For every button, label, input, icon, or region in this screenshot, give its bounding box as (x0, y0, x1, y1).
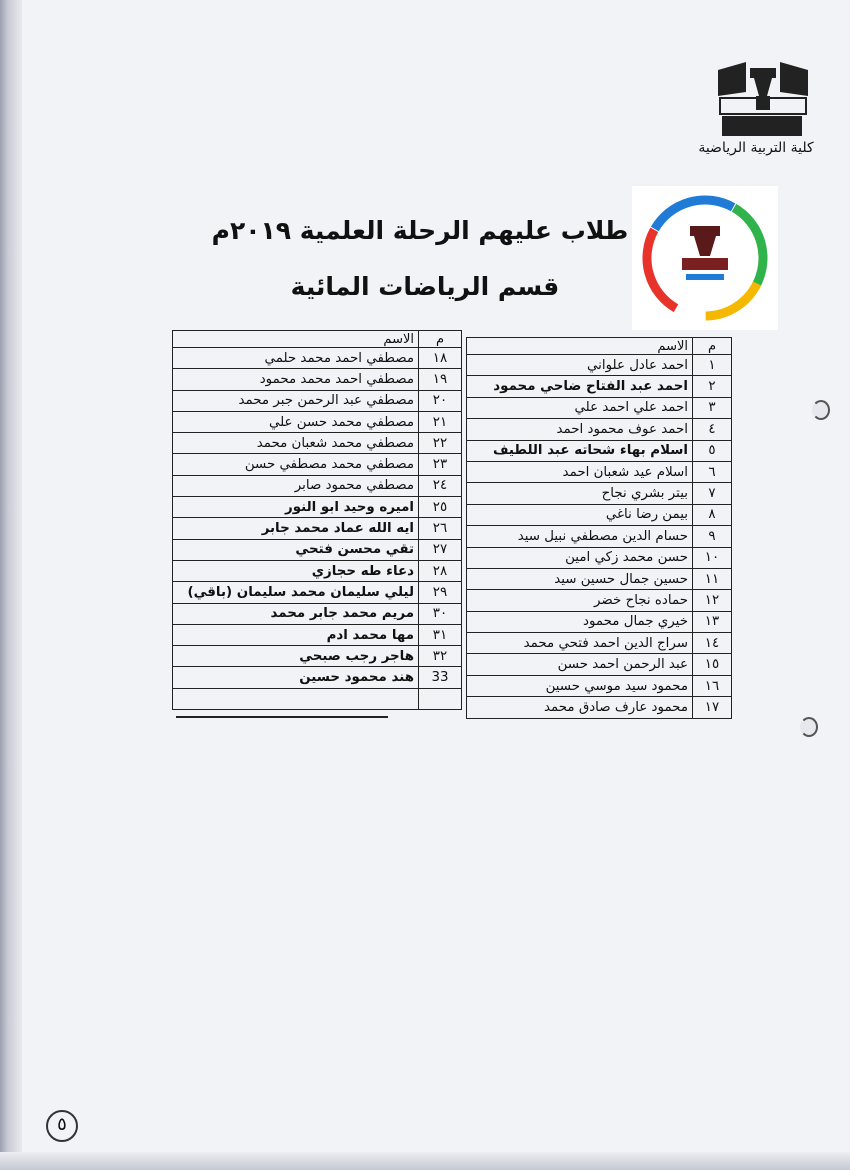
students-table-right (466, 337, 732, 719)
row-num: ١٤ (693, 633, 732, 654)
row-num: ١٠ (693, 547, 732, 568)
row-num: ١ (693, 355, 732, 376)
row-num: ٢٠ (419, 390, 462, 411)
table-row (467, 633, 732, 654)
table-row (467, 697, 732, 718)
row-num: ٢١ (419, 411, 462, 432)
table-row (173, 454, 462, 475)
punch-hole (812, 400, 830, 420)
department-title: قسم الرياضات المائية (290, 272, 560, 301)
student-name: حسين جمال حسين سيد (467, 568, 693, 589)
empty-cell (173, 688, 419, 709)
row-num: ٩ (693, 526, 732, 547)
student-name: بيمن رضا ناغي (467, 504, 693, 525)
student-name: ايه الله عماد محمد جابر (173, 518, 419, 539)
student-name: احمد عوف محمود احمد (467, 419, 693, 440)
student-name: سراج الدين احمد فتحي محمد (467, 633, 693, 654)
table-row (467, 547, 732, 568)
table-row (173, 624, 462, 645)
student-name: حسام الدين مصطفي نبيل سيد (467, 526, 693, 547)
table-row (173, 348, 462, 369)
student-name: حماده نجاح خضر (467, 590, 693, 611)
student-name: احمد عادل علواني (467, 355, 693, 376)
faculty-name: كلية التربية الرياضية (698, 140, 814, 156)
row-num: ٢٧ (419, 539, 462, 560)
table-row (467, 419, 732, 440)
row-num: ٤ (693, 419, 732, 440)
table-row (467, 440, 732, 461)
col-name-header: الاسم (467, 338, 693, 355)
table-header (467, 338, 732, 355)
scan-edge (0, 0, 22, 1170)
table-row (173, 433, 462, 454)
student-name: مريم محمد جابر محمد (173, 603, 419, 624)
student-name: تقي محسن فتحي (173, 539, 419, 560)
col-name-header: الاسم (173, 331, 419, 348)
student-name: احمد عبد الفتاح ضاحي محمود (467, 376, 693, 397)
page-number: ٥ (46, 1110, 78, 1142)
row-num: ٨ (693, 504, 732, 525)
table-row (173, 497, 462, 518)
row-num: ٦ (693, 461, 732, 482)
student-name: مصطفي احمد محمد محمود (173, 369, 419, 390)
page-title: طلاب عليهم الرحلة العلمية ٢٠١٩م (211, 216, 629, 245)
row-num: ٣ (693, 397, 732, 418)
row-num: ١٣ (693, 611, 732, 632)
row-num: ١٢ (693, 590, 732, 611)
table-row (467, 526, 732, 547)
student-name: بيتر بشري نجاح (467, 483, 693, 504)
table-row (467, 376, 732, 397)
underline-rule (176, 716, 388, 718)
row-num: ٣١ (419, 624, 462, 645)
table-row (173, 667, 462, 688)
student-name: هاجر رجب صبحي (173, 646, 419, 667)
students-table-left (172, 330, 462, 710)
row-num: ٢٢ (419, 433, 462, 454)
row-num: ٥ (693, 440, 732, 461)
student-name: هند محمود حسين (173, 667, 419, 688)
student-name: دعاء طه حجازي (173, 560, 419, 581)
row-num: ١٥ (693, 654, 732, 675)
student-name: محمود سيد موسي حسين (467, 675, 693, 696)
student-name: حسن محمد زكي امين (467, 547, 693, 568)
row-num: ٣٢ (419, 646, 462, 667)
student-name: مصطفي عبد الرحمن جبر محمد (173, 390, 419, 411)
student-name: مصطفي محمد مصطفي حسن (173, 454, 419, 475)
table-row (467, 355, 732, 376)
e-portal-stamp (632, 186, 778, 330)
student-name: مصطفي محمد شعبان محمد (173, 433, 419, 454)
student-name: اسلام عيد شعبان احمد (467, 461, 693, 482)
table-row (467, 483, 732, 504)
row-num: ٣٠ (419, 603, 462, 624)
student-name: محمود عارف صادق محمد (467, 697, 693, 718)
table-row (173, 390, 462, 411)
row-num: 33 (419, 667, 462, 688)
table-row (173, 518, 462, 539)
table-row (173, 411, 462, 432)
student-name: مصطفي احمد محمد حلمي (173, 348, 419, 369)
table-row (173, 582, 462, 603)
student-name: مصطفي محمد حسن علي (173, 411, 419, 432)
scan-edge-bottom (0, 1152, 850, 1170)
student-name: ليلي سليمان محمد سليمان (باقي) (173, 582, 419, 603)
row-num: ٢٦ (419, 518, 462, 539)
row-num: ١٧ (693, 697, 732, 718)
table-row (467, 397, 732, 418)
student-name: احمد علي احمد علي (467, 397, 693, 418)
student-name: اميره وحيد ابو النور (173, 497, 419, 518)
table-row (173, 646, 462, 667)
table-row (467, 654, 732, 675)
col-num-header: م (693, 338, 732, 355)
row-num: ١١ (693, 568, 732, 589)
row-num: ٢٣ (419, 454, 462, 475)
punch-hole (800, 717, 818, 737)
table-row (467, 611, 732, 632)
table-row (173, 603, 462, 624)
faculty-logo (712, 62, 814, 140)
row-num: ١٦ (693, 675, 732, 696)
table-row (467, 675, 732, 696)
table-row (467, 504, 732, 525)
row-num: ٢٥ (419, 497, 462, 518)
table-row (173, 560, 462, 581)
table-row (173, 369, 462, 390)
student-name: مها محمد ادم (173, 624, 419, 645)
table-row (467, 461, 732, 482)
row-num: ١٩ (419, 369, 462, 390)
row-num: ٢ (693, 376, 732, 397)
row-num: ٢٨ (419, 560, 462, 581)
col-num-header: م (419, 331, 462, 348)
row-num: ٧ (693, 483, 732, 504)
row-num (419, 688, 462, 709)
table-row (173, 475, 462, 496)
table-row (467, 590, 732, 611)
row-num: ١٨ (419, 348, 462, 369)
student-name: خيري جمال محمود (467, 611, 693, 632)
student-name: مصطفي محمود صابر (173, 475, 419, 496)
table-header (173, 331, 462, 348)
student-name: عبد الرحمن احمد حسن (467, 654, 693, 675)
row-num: ٢٩ (419, 582, 462, 603)
student-name: اسلام بهاء شحاته عبد اللطيف (467, 440, 693, 461)
table-row (173, 688, 462, 709)
table-row (467, 568, 732, 589)
row-num: ٢٤ (419, 475, 462, 496)
table-row (173, 539, 462, 560)
